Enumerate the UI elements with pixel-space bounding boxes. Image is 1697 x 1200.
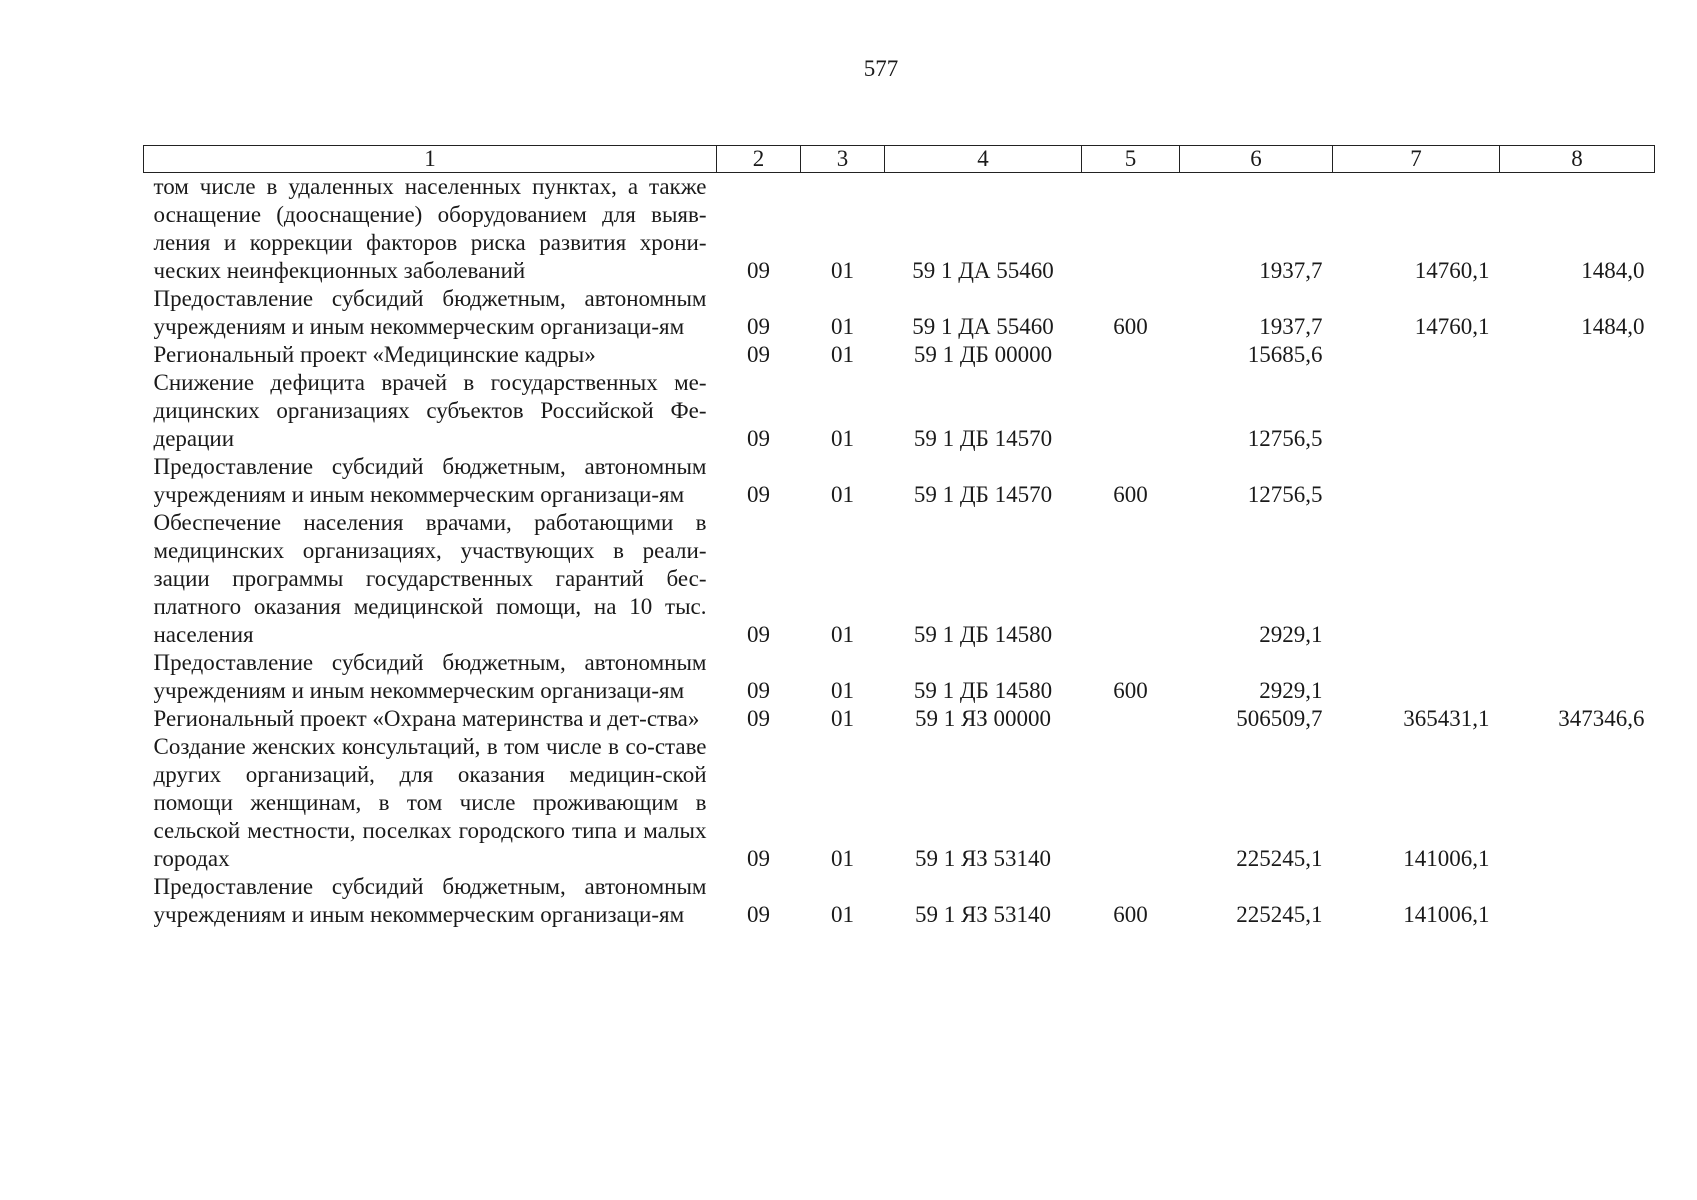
row-expense-type — [1082, 173, 1180, 286]
row-name: том числе в удаленных населенных пунктах, а также оснащение (дооснащение) оборудованием для выяв-ления и коррекции факторов риска развития хрони-ческих неинфекционных заболеваний — [153, 174, 707, 283]
row-subsection: 01 — [831, 846, 854, 871]
row-subsection: 01 — [831, 342, 854, 367]
row-subsection: 01 — [831, 706, 854, 731]
row-amount-year-1: 1937,7 — [1259, 258, 1323, 283]
row-amount-year-3 — [1500, 873, 1655, 929]
row-expense-type — [1082, 369, 1180, 453]
budget-table — [143, 145, 1655, 929]
row-amount-year-2: 141006,1 — [1403, 902, 1490, 927]
row-name: Обеспечение населения врачами, работающими в медицинских организациях, участвующих в реали-зации программы государственных гарантий бес-платного оказания медицинской помощи, на 10 тыс. населения — [153, 510, 707, 647]
row-subsection: 01 — [831, 258, 854, 283]
row-subsection: 01 — [831, 314, 854, 339]
table-row — [144, 705, 1655, 733]
row-subsection: 01 — [831, 678, 854, 703]
row-target-article: 59 1 ДБ 00000 — [913, 342, 1053, 367]
table-row — [144, 509, 1655, 649]
row-amount-year-1: 2929,1 — [1259, 622, 1323, 647]
row-subsection: 01 — [831, 426, 854, 451]
row-target-article: 59 1 ЯЗ 53140 — [914, 846, 1052, 871]
table-body — [144, 173, 1655, 930]
row-expense-type: 600 — [1113, 314, 1148, 339]
row-amount-year-3 — [1500, 733, 1655, 873]
table-row — [144, 341, 1655, 369]
row-subsection: 01 — [831, 622, 854, 647]
table-row — [144, 285, 1655, 341]
row-name: Снижение дефицита врачей в государственных ме-дицинских организациях субъектов Российской Фе-дерации — [153, 370, 707, 451]
row-amount-year-3: 347346,6 — [1558, 706, 1645, 731]
row-section: 09 — [747, 678, 770, 703]
row-section: 09 — [747, 706, 770, 731]
row-amount-year-1: 506509,7 — [1236, 706, 1323, 731]
row-target-article: 59 1 ДБ 14570 — [913, 482, 1053, 507]
header-col-8: 8 — [1500, 146, 1655, 173]
header-col-2: 2 — [717, 146, 801, 173]
row-amount-year-1: 1937,7 — [1259, 314, 1323, 339]
row-amount-year-2 — [1333, 649, 1500, 705]
row-amount-year-2: 14760,1 — [1414, 258, 1490, 283]
row-name: Региональный проект «Охрана материнства и дет-ства» — [153, 706, 700, 731]
table-row — [144, 649, 1655, 705]
row-amount-year-1: 225245,1 — [1236, 902, 1323, 927]
row-expense-type: 600 — [1113, 902, 1148, 927]
row-section: 09 — [747, 622, 770, 647]
row-target-article: 59 1 ДА 55460 — [912, 258, 1054, 283]
row-amount-year-3 — [1500, 453, 1655, 509]
table-row — [144, 369, 1655, 453]
row-name: Предоставление субсидий бюджетным, автономным учреждениям и иным некоммерческим организаци-ям — [153, 286, 707, 339]
row-section: 09 — [747, 258, 770, 283]
row-expense-type: 600 — [1113, 678, 1148, 703]
page-number: 577 — [863, 56, 899, 81]
row-amount-year-2: 14760,1 — [1414, 314, 1490, 339]
row-target-article: 59 1 ДА 55460 — [912, 314, 1054, 339]
row-amount-year-3 — [1500, 509, 1655, 649]
row-expense-type — [1082, 733, 1180, 873]
row-amount-year-2: 141006,1 — [1403, 846, 1490, 871]
row-amount-year-1: 12756,5 — [1247, 482, 1323, 507]
row-amount-year-1: 15685,6 — [1247, 342, 1323, 367]
row-amount-year-3 — [1500, 341, 1655, 369]
row-target-article: 59 1 ЯЗ 53140 — [914, 902, 1052, 927]
row-subsection: 01 — [831, 482, 854, 507]
row-target-article: 59 1 ЯЗ 00000 — [914, 706, 1052, 731]
row-amount-year-3 — [1500, 649, 1655, 705]
row-name: Региональный проект «Медицинские кадры» — [153, 342, 596, 367]
row-section: 09 — [747, 342, 770, 367]
table-row — [144, 453, 1655, 509]
header-col-5: 5 — [1082, 146, 1180, 173]
row-amount-year-3 — [1500, 369, 1655, 453]
row-name: Создание женских консультаций, в том числе в со-ставе других организаций, для оказания медицин-ской помощи женщинам, в том числе проживающим в сельской местности, поселках городского типа и малых городах — [153, 734, 707, 871]
table-row — [144, 873, 1655, 929]
row-amount-year-3: 1484,0 — [1581, 314, 1645, 339]
header-col-4: 4 — [885, 146, 1082, 173]
row-expense-type — [1082, 341, 1180, 369]
row-expense-type — [1082, 705, 1180, 733]
row-expense-type: 600 — [1113, 482, 1148, 507]
row-section: 09 — [747, 314, 770, 339]
row-amount-year-3: 1484,0 — [1581, 258, 1645, 283]
row-name: Предоставление субсидий бюджетным, автономным учреждениям и иным некоммерческим организаци-ям — [153, 874, 707, 927]
header-row — [144, 146, 1655, 173]
table-header — [144, 146, 1655, 173]
row-target-article: 59 1 ДБ 14580 — [913, 622, 1053, 647]
row-expense-type — [1082, 509, 1180, 649]
row-subsection: 01 — [831, 902, 854, 927]
row-amount-year-1: 225245,1 — [1236, 846, 1323, 871]
header-col-7: 7 — [1333, 146, 1500, 173]
row-amount-year-1: 12756,5 — [1247, 426, 1323, 451]
table-row — [144, 733, 1655, 873]
row-amount-year-2 — [1333, 509, 1500, 649]
header-col-6: 6 — [1180, 146, 1333, 173]
row-amount-year-2 — [1333, 341, 1500, 369]
row-amount-year-2 — [1333, 453, 1500, 509]
row-amount-year-1: 2929,1 — [1259, 678, 1323, 703]
header-col-3: 3 — [801, 146, 885, 173]
row-name: Предоставление субсидий бюджетным, автономным учреждениям и иным некоммерческим организаци-ям — [153, 650, 707, 703]
row-section: 09 — [747, 846, 770, 871]
row-target-article: 59 1 ДБ 14570 — [913, 426, 1053, 451]
row-target-article: 59 1 ДБ 14580 — [913, 678, 1053, 703]
row-amount-year-2 — [1333, 369, 1500, 453]
row-section: 09 — [747, 426, 770, 451]
header-col-1: 1 — [144, 146, 717, 173]
table-row — [144, 173, 1655, 286]
row-section: 09 — [747, 482, 770, 507]
row-name: Предоставление субсидий бюджетным, автономным учреждениям и иным некоммерческим организаци-ям — [153, 454, 707, 507]
row-amount-year-2: 365431,1 — [1403, 706, 1490, 731]
row-section: 09 — [747, 902, 770, 927]
